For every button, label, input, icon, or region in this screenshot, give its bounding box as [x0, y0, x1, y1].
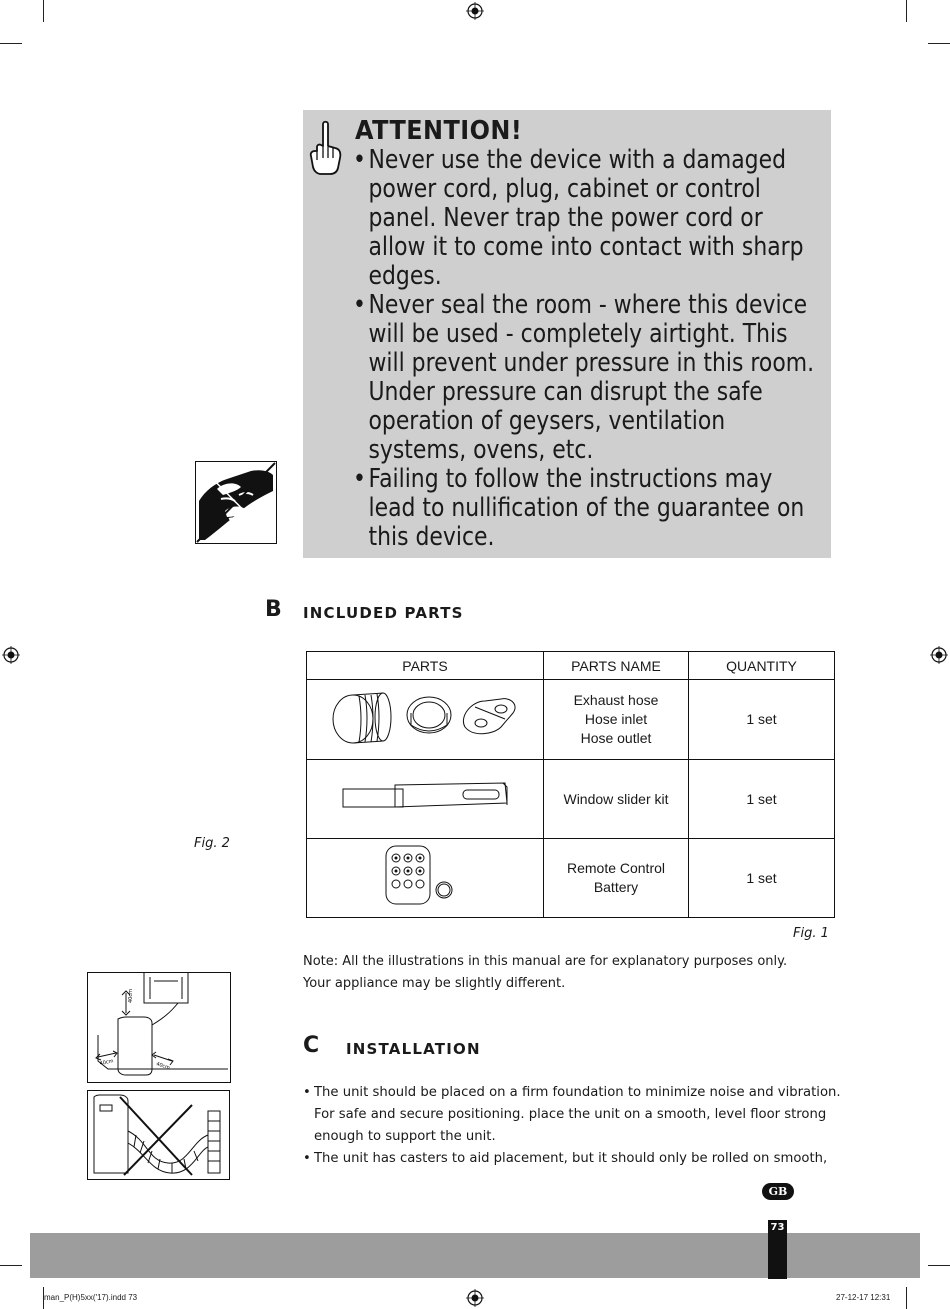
print-slug-file: man_P(H)5xx('17).indd 73	[44, 1293, 138, 1302]
clearance-label-top: 40cm	[128, 989, 134, 1003]
section-c-title: INSTALLATION	[346, 1040, 481, 1058]
part-name: Battery	[593, 879, 639, 895]
no-airtight-room-icon	[195, 461, 277, 544]
registration-mark-left-icon	[2, 646, 20, 664]
registration-mark-top-icon	[466, 2, 484, 20]
pointing-hand-icon	[309, 120, 343, 176]
table-row	[307, 760, 835, 839]
header-parts-name: PARTS NAME	[544, 652, 689, 680]
clearance-figure	[87, 972, 231, 1083]
hose-parts-icon	[325, 687, 525, 747]
parts-name-cell	[544, 680, 689, 760]
registration-mark-bottom-icon	[466, 1289, 484, 1307]
header-parts: PARTS	[307, 652, 544, 680]
clearance-label-right: 40cm	[155, 1061, 171, 1072]
exhaust-hose-illustration	[307, 680, 544, 760]
part-name: Window slider kit	[563, 790, 669, 807]
part-name: Exhaust hose	[573, 692, 659, 708]
installation-bullet: • The unit should be placed on a firm foundation to minimize noise and vibration. For safe and secure positioning. place the unit on a smooth, level floor strong enough to support the unit.	[303, 1082, 843, 1148]
section-b-letter: B	[265, 597, 282, 622]
section-b-title: INCLUDED PARTS	[303, 604, 464, 622]
quantity-cell: 1 set	[689, 760, 835, 839]
table-row	[307, 680, 835, 760]
attention-bullet: • Failing to follow the instructions may lead to nullification of the guarantee on this device.	[353, 465, 826, 552]
language-badge: GB	[762, 1183, 794, 1200]
attention-bullet: • Never use the device with a damaged power cord, plug, cabinet or control panel. Never trap the power cord or allow it to come into contact with sharp edges.	[353, 146, 826, 291]
clearance-label-left: 40cm	[99, 1058, 115, 1067]
attention-bullet: • Never seal the room - where this device will be used - completely airtight. This will prevent under pressure in this room. Under pressure can disrupt the safe operation of geysers, ventilation systems, ovens, etc.	[353, 291, 826, 465]
print-slug-date: 27-12-17 12:31	[836, 1293, 891, 1302]
remote-control-icon	[380, 844, 470, 908]
fig-1-caption: Fig. 1	[793, 926, 829, 941]
registration-mark-right-icon	[930, 646, 948, 664]
window-slider-icon	[335, 777, 515, 817]
parts-name-cell	[544, 760, 689, 839]
part-name: Hose outlet	[580, 730, 652, 746]
clearance-diagram-icon	[88, 973, 230, 1082]
attention-box	[303, 110, 831, 558]
header-quantity: QUANTITY	[689, 652, 835, 680]
note-line-2: Your appliance may be slightly different.	[303, 976, 566, 991]
installation-list	[303, 1082, 843, 1170]
page-number: 73	[770, 1222, 785, 1233]
parts-name-cell	[544, 839, 689, 918]
quantity-cell: 1 set	[689, 839, 835, 918]
table-header-row	[307, 652, 835, 680]
fig-2-caption: Fig. 2	[194, 836, 230, 851]
installation-bullet: • The unit has casters to aid placement, but it should only be rolled on smooth,	[303, 1148, 843, 1170]
hose-warning-figure	[87, 1090, 230, 1180]
part-name: Hose inlet	[584, 711, 648, 727]
table-row	[307, 839, 835, 918]
quantity-cell: 1 set	[689, 680, 835, 760]
hose-bend-prohibited-icon	[88, 1091, 229, 1179]
section-c-letter: C	[303, 1033, 320, 1058]
included-parts-table	[306, 651, 835, 918]
attention-list	[353, 146, 833, 552]
attention-title: ATTENTION!	[355, 116, 523, 146]
window-slider-illustration	[307, 760, 544, 839]
remote-control-illustration	[307, 839, 544, 918]
note-line-1: Note: All the illustrations in this manual are for explanatory purposes only.	[303, 954, 788, 969]
part-name: Remote Control	[566, 860, 666, 876]
